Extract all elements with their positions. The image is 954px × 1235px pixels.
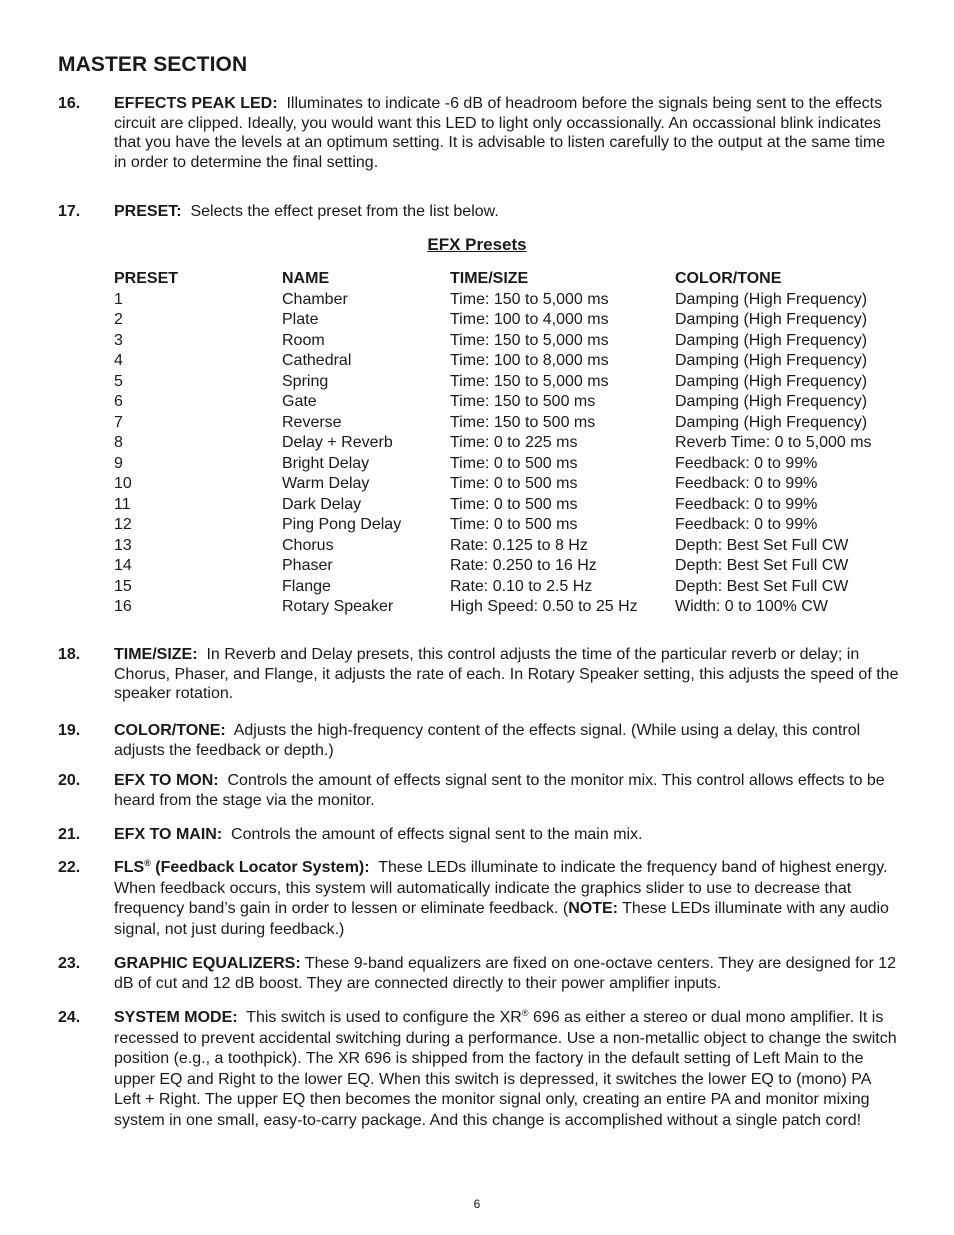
table-row <box>114 392 905 413</box>
registered-mark: ® <box>521 1008 529 1018</box>
table-row <box>114 413 905 434</box>
table-row <box>114 433 905 454</box>
item-lead <box>114 859 370 876</box>
time-size-cell: Time: 0 to 500 ms <box>450 454 578 472</box>
column-header: TIME/SIZE <box>450 270 529 287</box>
efx-presets-heading: EFX Presets <box>427 235 527 254</box>
item-lead-a: FLS <box>114 859 145 876</box>
preset-name-cell: Dark Delay <box>282 495 362 513</box>
color-tone-cell: Depth: Best Set Full CW <box>675 557 849 574</box>
preset-name-cell: Spring <box>282 372 329 390</box>
item-text: Adjusts the high-frequency content of the effects signal. (While using a delay, this control adjusts the feedback or depth.) <box>114 722 861 759</box>
color-tone-cell: Damping (High Frequency) <box>675 413 868 431</box>
item-text: Controls the amount of effects signal sent to the monitor mix. This control allows effects to be heard from the stage via the monitor. <box>114 772 885 809</box>
item-lead: SYSTEM MODE: <box>114 1009 238 1026</box>
item-text: Selects the effect preset from the list below. <box>190 203 499 220</box>
item-16 <box>58 94 900 172</box>
note-label: NOTE: <box>568 900 618 918</box>
preset-number-cell: 2 <box>114 311 123 328</box>
column-header: NAME <box>282 270 330 287</box>
table-row <box>114 536 905 557</box>
preset-name-cell: Delay + Reverb <box>282 434 393 451</box>
color-tone-cell: Damping (High Frequency) <box>675 352 868 369</box>
preset-number-cell: 5 <box>114 372 123 390</box>
column-header: COLOR/TONE <box>675 270 782 287</box>
item-18 <box>58 645 900 704</box>
item-text-b: 696 as either a stereo or dual mono amplifier. It is recessed to prevent accidental switching during a performance. Use a non-metallic object to change the switch position (e.g., a toothpick). The XR 696 is shipped from the factory in the default setting of Left Main to the upper EQ and Right to the lower EQ. When this switch is depressed, it switches the lower EQ to (mono) PA Left + Right. The upper EQ then becomes the monitor signal only, creating an entire PA and monitor mixing system in one small, easy-to-carry package. And this change is accomplished without a single patch cord! <box>114 1009 897 1129</box>
registered-mark: ® <box>144 858 151 868</box>
table-row <box>114 290 905 311</box>
table-row <box>114 515 905 536</box>
time-size-cell: Time: 0 to 500 ms <box>450 516 578 533</box>
time-size-cell: High Speed: 0.50 to 25 Hz <box>450 598 638 615</box>
preset-number-cell: 8 <box>114 434 123 451</box>
preset-name-cell: Chamber <box>282 290 348 308</box>
item-text: These LEDs illuminate to indicate the frequency band of highest energy. When feedback occurs, this system will automatically indicate the graphics slider to use to decrease that frequency band’s gain in order to lessen or eliminate feedback. ( <box>114 859 888 918</box>
item-text: In Reverb and Delay presets, this control adjusts the time of the particular reverb or delay; in Chorus, Phaser, and Flange, it adjusts the rate of each. In Rotary Speaker setting, this adjusts the speed of the speaker rotation. <box>114 646 899 703</box>
item-lead: COLOR/TONE: <box>114 722 226 739</box>
preset-name-cell: Gate <box>282 393 317 410</box>
item-number: 16. <box>58 95 81 112</box>
item-lead: EFFECTS PEAK LED: <box>114 95 278 112</box>
table-row <box>114 556 905 577</box>
time-size-cell: Time: 0 to 500 ms <box>450 475 578 492</box>
item-number: 24. <box>58 1009 81 1026</box>
item-number: 19. <box>58 722 81 739</box>
color-tone-cell: Feedback: 0 to 99% <box>675 454 818 472</box>
page-title: MASTER SECTION <box>58 53 248 76</box>
time-size-cell: Time: 100 to 8,000 ms <box>450 352 609 369</box>
color-tone-cell: Reverb Time: 0 to 5,000 ms <box>675 434 872 451</box>
item-lead: TIME/SIZE: <box>114 646 198 663</box>
color-tone-cell: Damping (High Frequency) <box>675 393 868 410</box>
color-tone-cell: Feedback: 0 to 99% <box>675 516 818 533</box>
time-size-cell: Time: 150 to 5,000 ms <box>450 372 609 390</box>
preset-number-cell: 9 <box>114 454 123 472</box>
color-tone-cell: Feedback: 0 to 99% <box>675 495 818 513</box>
item-text: These 9-band equalizers are fixed on one-octave centers. They are designed for 12 dB of cut and 12 dB boost. They are connected directly to their power amplifier inputs. <box>114 955 897 992</box>
preset-number-cell: 15 <box>114 577 132 595</box>
preset-number-cell: 6 <box>114 393 123 410</box>
item-lead: EFX TO MON: <box>114 772 219 789</box>
preset-number-cell: 3 <box>114 331 123 349</box>
time-size-cell: Time: 150 to 500 ms <box>450 413 596 431</box>
preset-number-cell: 1 <box>114 290 123 308</box>
color-tone-cell: Depth: Best Set Full CW <box>675 577 849 595</box>
color-tone-cell: Width: 0 to 100% CW <box>675 598 828 615</box>
color-tone-cell: Damping (High Frequency) <box>675 372 868 390</box>
preset-number-cell: 11 <box>114 495 131 513</box>
table-row <box>114 454 905 475</box>
item-number: 20. <box>58 772 81 789</box>
item-text: Illuminates to indicate -6 dB of headroom before the signals being sent to the effects circuit are clipped. Ideally, you would want this LED to light only occassionally. An occassional blink indicates that you have the levels at an optimum setting. It is advisable to listen carefully to the output at the same time in order to determine the final setting. <box>114 95 886 171</box>
item-number: 17. <box>58 203 81 220</box>
table-body <box>114 290 905 618</box>
table-row <box>114 351 905 372</box>
time-size-cell: Rate: 0.250 to 16 Hz <box>450 557 597 574</box>
preset-name-cell: Cathedral <box>282 352 352 369</box>
preset-number-cell: 14 <box>114 557 132 574</box>
preset-name-cell: Chorus <box>282 536 334 554</box>
item-23 <box>58 954 900 993</box>
preset-name-cell: Plate <box>282 311 319 328</box>
column-header: PRESET <box>114 270 179 287</box>
preset-number-cell: 12 <box>114 516 132 533</box>
time-size-cell: Rate: 0.125 to 8 Hz <box>450 536 588 554</box>
item-number: 21. <box>58 826 81 843</box>
time-size-cell: Time: 150 to 500 ms <box>450 393 596 410</box>
table-row <box>114 310 905 331</box>
preset-number-cell: 16 <box>114 598 132 615</box>
color-tone-cell: Feedback: 0 to 99% <box>675 475 818 492</box>
item-24 <box>58 1008 900 1132</box>
preset-name-cell: Room <box>282 331 325 349</box>
item-lead: GRAPHIC EQUALIZERS: <box>114 955 301 972</box>
table-row <box>114 597 905 618</box>
preset-name-cell: Rotary Speaker <box>282 598 394 615</box>
table-header-row <box>114 269 905 290</box>
color-tone-cell: Depth: Best Set Full CW <box>675 536 849 554</box>
item-number: 18. <box>58 646 81 663</box>
page-number: 6 <box>473 1197 481 1211</box>
time-size-cell: Time: 0 to 225 ms <box>450 434 578 451</box>
color-tone-cell: Damping (High Frequency) <box>675 290 868 308</box>
item-number: 22. <box>58 859 81 876</box>
item-21 <box>58 825 900 845</box>
item-text: This switch is used to configure the XR <box>246 1009 522 1026</box>
item-lead-b: (Feedback Locator System): <box>150 859 370 876</box>
item-20 <box>58 771 900 810</box>
preset-name-cell: Ping Pong Delay <box>282 516 402 533</box>
preset-number-cell: 13 <box>114 536 132 554</box>
item-lead: EFX TO MAIN: <box>114 826 223 843</box>
efx-presets-table <box>114 269 905 618</box>
item-19 <box>58 721 900 760</box>
preset-name-cell: Warm Delay <box>282 475 370 492</box>
time-size-cell: Time: 150 to 5,000 ms <box>450 290 609 308</box>
item-text-b: These LEDs illuminate with any audio signal, not just during feedback.) <box>114 900 889 938</box>
preset-number-cell: 10 <box>114 475 132 492</box>
table-row <box>114 372 905 393</box>
preset-name-cell: Phaser <box>282 557 333 574</box>
item-number: 23. <box>58 955 81 972</box>
time-size-cell: Time: 100 to 4,000 ms <box>450 311 609 328</box>
item-17 <box>58 202 900 222</box>
item-lead: PRESET: <box>114 203 182 220</box>
time-size-cell: Time: 150 to 5,000 ms <box>450 331 609 349</box>
preset-number-cell: 7 <box>114 413 123 431</box>
preset-name-cell: Flange <box>282 577 331 595</box>
table-row <box>114 577 905 598</box>
preset-name-cell: Reverse <box>282 413 342 431</box>
table-row <box>114 495 905 516</box>
table-row <box>114 331 905 352</box>
item-text: Controls the amount of effects signal sent to the main mix. <box>231 826 643 843</box>
time-size-cell: Rate: 0.10 to 2.5 Hz <box>450 577 593 595</box>
color-tone-cell: Damping (High Frequency) <box>675 331 868 349</box>
preset-number-cell: 4 <box>114 352 123 369</box>
preset-name-cell: Bright Delay <box>282 454 370 472</box>
table-row <box>114 474 905 495</box>
item-22 <box>58 858 900 940</box>
time-size-cell: Time: 0 to 500 ms <box>450 495 578 513</box>
color-tone-cell: Damping (High Frequency) <box>675 311 868 328</box>
